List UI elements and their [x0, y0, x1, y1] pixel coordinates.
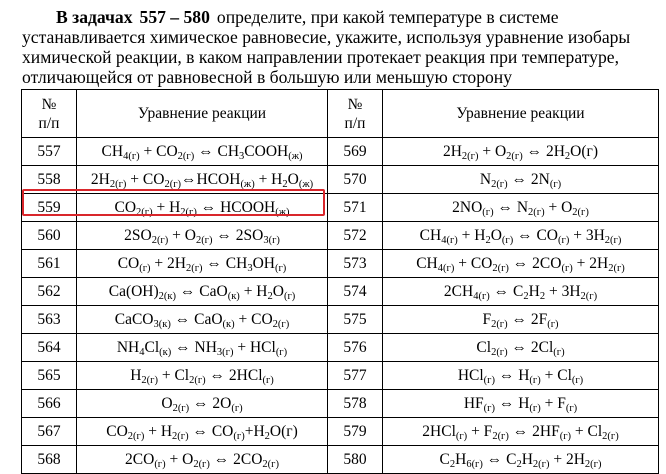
reaction-number-left: 564 — [22, 334, 77, 362]
reaction-equation-left — [77, 334, 328, 362]
reactions-table — [21, 89, 659, 474]
formula-text: + Cl — [157, 366, 190, 384]
reaction-equation-left — [77, 166, 328, 194]
formula-subscript: (ж) — [275, 206, 290, 218]
formula-text: 2CO — [125, 450, 155, 468]
formula-text: + H — [239, 282, 268, 300]
formula-text: H — [521, 450, 533, 468]
formula-subscript: 2(г) — [172, 430, 189, 442]
intro-range: 557 – 580 — [139, 7, 210, 27]
formula-subscript: 3(к) — [153, 318, 171, 330]
formula-subscript: 4(г) — [123, 150, 140, 162]
formula-text: + Cl — [540, 366, 572, 384]
formula-subscript: 2(к) — [158, 290, 177, 302]
formula-subscript: 6(г) — [466, 458, 483, 470]
formula-subscript: 2(г) — [492, 262, 509, 274]
formula-text: CO — [114, 198, 137, 216]
formula-text: O — [161, 394, 173, 412]
table-row — [22, 390, 659, 418]
reaction-equation-left — [77, 250, 328, 278]
number-sign: № — [347, 95, 363, 113]
formula-subscript: 2 — [267, 290, 273, 302]
formula-subscript: (к) — [222, 318, 235, 330]
table-row — [22, 194, 659, 222]
table-header-row — [22, 90, 659, 138]
formula-subscript: 2(г) — [185, 262, 203, 274]
reaction-equation-left — [77, 418, 328, 446]
formula-text: + F — [540, 394, 566, 412]
formula-subscript: (г) — [483, 374, 495, 386]
formula-subscript: 2(г) — [189, 374, 206, 386]
formula-text: ⇔ CH — [202, 254, 248, 272]
reaction-number-left: 558 — [22, 166, 77, 194]
formula-subscript: (г) — [455, 430, 468, 442]
formula-text: ⇔ 2CO — [209, 450, 263, 468]
formula-subscript: (г) — [561, 262, 573, 274]
formula-text: + 2H — [572, 254, 609, 272]
formula-text: ⇔ CaO — [170, 310, 223, 328]
formula-subscript: (г) — [154, 458, 166, 470]
formula-text: ⇔ 2HF — [508, 422, 560, 440]
formula-text: O — [272, 282, 284, 300]
formula-subscript: 2(г) — [193, 458, 210, 470]
formula-subscript: 2 — [539, 290, 546, 302]
reaction-number-right: 571 — [328, 194, 383, 222]
formula-text: ⇔ NH — [171, 338, 217, 356]
formula-text: ⇔ H — [494, 366, 530, 384]
reaction-number-right: 572 — [328, 222, 383, 250]
reaction-equation-right — [383, 194, 659, 222]
formula-subscript: (к) — [227, 290, 240, 302]
formula-subscript: (г) — [139, 262, 151, 274]
formula-subscript: 2 — [523, 290, 529, 302]
formula-subscript: (г) — [231, 402, 243, 414]
formula-text: ⇔ 2O — [189, 394, 232, 412]
reaction-number-right: 570 — [328, 166, 383, 194]
formula-subscript: (г) — [501, 234, 514, 246]
reaction-number-right: 573 — [328, 250, 383, 278]
formula-text: + CO — [234, 310, 273, 328]
formula-text: 2SO — [124, 226, 152, 244]
reaction-number-left: 567 — [22, 418, 77, 446]
formula-text: H — [130, 366, 142, 384]
formula-subscript: 2(г) — [602, 430, 619, 442]
formula-subscript: 2(г) — [164, 178, 182, 190]
formula-subscript: 2 — [449, 458, 456, 470]
formula-subscript: 2 — [485, 234, 491, 246]
formula-subscript: (г) — [565, 402, 578, 414]
formula-subscript: 2(г) — [141, 374, 158, 386]
number-abbrev: п/п — [344, 114, 366, 132]
number-header-right — [328, 90, 383, 138]
formula-text: + CO — [454, 254, 493, 272]
table-row — [22, 362, 659, 390]
formula-text: + H — [457, 226, 486, 244]
formula-subscript: (г) — [559, 430, 572, 442]
reaction-number-left: 568 — [22, 446, 77, 474]
formula-text: CH — [416, 254, 438, 272]
reaction-equation-right — [383, 166, 659, 194]
reaction-equation-right — [383, 306, 659, 334]
formula-text: + H — [152, 198, 181, 216]
formula-text: ⇔ N — [493, 198, 529, 216]
number-abbrev: п/п — [38, 114, 60, 132]
formula-text: ⇔ HCOOH — [196, 198, 276, 216]
formula-text: Cl — [476, 338, 492, 356]
formula-subscript: 2(г) — [604, 234, 622, 246]
formula-subscript: 2(г) — [584, 458, 602, 470]
reaction-number-right: 574 — [328, 278, 383, 306]
formula-text: + H — [144, 422, 173, 440]
formula-text: CO — [106, 422, 128, 440]
formula-text: ⇔ CaO — [176, 282, 228, 300]
number-header-left — [22, 90, 77, 138]
intro-prefix: В задачах — [56, 7, 133, 27]
formula-subscript: 2(г) — [195, 234, 213, 246]
table-row — [22, 166, 659, 194]
formula-subscript: (г) — [571, 374, 584, 386]
formula-text: + CO — [139, 142, 178, 160]
reaction-equation-right — [383, 334, 659, 362]
formula-subscript: 2(г) — [272, 318, 290, 330]
formula-text: ⇔ CO — [513, 226, 559, 244]
formula-text: H — [455, 450, 467, 468]
formula-text: + O — [168, 226, 196, 244]
table-row — [22, 306, 659, 334]
reaction-number-left: 560 — [22, 222, 77, 250]
formula-text: + Cl — [571, 422, 603, 440]
intro-line-1-text: определите, при какой температуре в системе — [216, 7, 559, 27]
table-row — [22, 250, 659, 278]
formula-text: C — [439, 450, 450, 468]
reaction-equation-right — [383, 390, 659, 418]
formula-text: 2H — [442, 142, 462, 160]
reaction-equation-left — [77, 138, 328, 166]
task-intro — [22, 7, 662, 87]
reaction-equation-right — [383, 278, 659, 306]
formula-text: ⇔ 2H — [522, 142, 565, 160]
equation-header-right: Уравнение реакции — [383, 90, 659, 138]
number-sign: № — [41, 95, 57, 113]
formula-subscript: 2(г) — [177, 150, 195, 162]
reaction-number-right: 576 — [328, 334, 383, 362]
reaction-equation-right — [383, 446, 659, 474]
reaction-equation-left — [77, 362, 328, 390]
table-row — [22, 418, 659, 446]
formula-subscript: 2(г) — [572, 206, 589, 218]
reaction-equation-right — [383, 138, 659, 166]
formula-text: Cl — [144, 338, 160, 356]
reaction-number-left: 563 — [22, 306, 77, 334]
formula-subscript: (г) — [547, 318, 559, 330]
formula-text: HCl — [457, 366, 484, 384]
reaction-number-left: 561 — [22, 250, 77, 278]
formula-text: + 2H — [150, 254, 186, 272]
equation-header-left: Уравнение реакции — [77, 90, 328, 138]
formula-subscript: 3(г) — [216, 346, 234, 358]
formula-text: ⇔ C — [482, 450, 517, 468]
formula-subscript: 2 — [564, 150, 571, 162]
table-row — [22, 278, 659, 306]
reaction-equation-right — [383, 362, 659, 390]
formula-subscript: 2(г) — [580, 290, 598, 302]
reactions-body — [22, 138, 659, 474]
formula-text: HF — [463, 394, 484, 412]
formula-subscript: 2 — [516, 458, 522, 470]
formula-text: ⇔ 2N — [507, 170, 550, 188]
reaction-number-left: 559 — [22, 194, 77, 222]
reaction-number-right: 580 — [328, 446, 383, 474]
formula-text: + H — [254, 170, 283, 188]
formula-text: CaCO — [114, 310, 154, 328]
formula-subscript: (г) — [553, 346, 565, 358]
formula-subscript: 2(г) — [491, 178, 508, 190]
formula-text: + 2H — [549, 450, 585, 468]
formula-subscript: (г) — [275, 346, 288, 358]
formula-text: + CO — [126, 170, 165, 188]
formula-text: +H — [244, 422, 265, 440]
reaction-equation-right — [383, 222, 659, 250]
reaction-number-right: 579 — [328, 418, 383, 446]
formula-text: + O — [544, 198, 573, 216]
formula-text: + O — [478, 142, 507, 160]
formula-subscript: 2(г) — [109, 178, 127, 190]
formula-text: N — [479, 170, 492, 188]
formula-subscript: 3(г) — [263, 234, 280, 246]
formula-text: + 3H — [545, 282, 581, 300]
reaction-equation-right — [383, 250, 659, 278]
formula-subscript: (г) — [549, 178, 562, 190]
formula-subscript: (ж) — [288, 150, 303, 162]
formula-subscript: (г) — [274, 262, 287, 274]
formula-text: 2H — [90, 170, 110, 188]
formula-text: NH — [116, 338, 140, 356]
intro-line-4: отличающейся от равновесной в большую или меньшую сторону — [22, 67, 513, 87]
reaction-number-left: 565 — [22, 362, 77, 390]
formula-text: ⇔ CO — [188, 422, 234, 440]
formula-subscript: 2(г) — [136, 206, 153, 218]
reaction-number-left: 566 — [22, 390, 77, 418]
formula-text: ⇔ 2SO — [212, 226, 264, 244]
formula-subscript: 2(г) — [506, 150, 523, 162]
formula-subscript: 2(г) — [262, 458, 279, 470]
formula-subscript: (г) — [482, 206, 494, 218]
formula-subscript: 2(г) — [151, 234, 169, 246]
intro-line-2: устанавливается химическое равновесие, укажите, используя уравнение изобары — [22, 27, 631, 47]
formula-subscript: 4 — [139, 346, 145, 358]
formula-text: ⇔ 2HCl — [205, 366, 263, 384]
formula-text: CH — [101, 142, 124, 160]
formula-subscript: 2 — [264, 430, 270, 442]
formula-subscript: (к) — [159, 346, 172, 358]
formula-subscript: (г) — [233, 430, 245, 442]
formula-text: O — [490, 226, 502, 244]
reaction-number-right: 577 — [328, 362, 383, 390]
formula-subscript: 2(г) — [491, 318, 508, 330]
formula-text: CO — [117, 254, 140, 272]
formula-subscript: 2(г) — [180, 206, 197, 218]
formula-subscript: (г) — [529, 374, 541, 386]
formula-subscript: (г) — [529, 402, 541, 414]
reaction-equation-left — [77, 390, 328, 418]
formula-text: COOH — [244, 142, 289, 160]
formula-text: ⇔HCOH — [181, 170, 241, 188]
formula-text: O(г) — [570, 142, 599, 160]
formula-subscript: 3 — [239, 150, 245, 162]
reaction-number-right: 569 — [328, 138, 383, 166]
formula-text: ⇔ CH — [194, 142, 240, 160]
formula-text: 2CH — [443, 282, 474, 300]
formula-subscript: (г) — [483, 402, 495, 414]
formula-text: 2NO — [452, 198, 483, 216]
formula-subscript: 4(г) — [437, 262, 455, 274]
formula-text: CH — [419, 226, 442, 244]
formula-text: O — [287, 170, 299, 188]
table-row — [22, 138, 659, 166]
formula-text: Ca(OH) — [108, 282, 159, 300]
reaction-number-right: 578 — [328, 390, 383, 418]
formula-text: OH — [252, 254, 275, 272]
formula-subscript: 2(г) — [532, 458, 550, 470]
formula-subscript: (ж) — [298, 178, 314, 190]
reaction-equation-left — [77, 222, 328, 250]
intro-line-1 — [22, 7, 662, 27]
reaction-number-left: 562 — [22, 278, 77, 306]
formula-text: ⇔ 2CO — [508, 254, 562, 272]
reaction-number-left: 557 — [22, 138, 77, 166]
formula-text: + F — [467, 422, 493, 440]
formula-text: ⇔ C — [489, 282, 524, 300]
reaction-number-right: 575 — [328, 306, 383, 334]
formula-text: + HCl — [233, 338, 276, 356]
formula-text: + O — [165, 450, 194, 468]
formula-subscript: 2(г) — [461, 150, 479, 162]
reaction-equation-left — [77, 194, 328, 222]
formula-text: F — [482, 310, 492, 328]
reaction-equation-right — [383, 418, 659, 446]
reaction-equation-left — [77, 446, 328, 474]
table-row — [22, 446, 659, 474]
formula-text: 2HCl — [422, 422, 456, 440]
formula-subscript: 2(г) — [528, 206, 545, 218]
formula-subscript: (г) — [283, 290, 296, 302]
formula-subscript: (г) — [558, 234, 570, 246]
formula-subscript: 2(г) — [608, 262, 625, 274]
formula-text: ⇔ 2F — [507, 310, 548, 328]
formula-subscript: 2(г) — [172, 402, 190, 414]
formula-subscript: 4(г) — [473, 290, 490, 302]
formula-subscript: 4(г) — [441, 234, 458, 246]
formula-subscript: 2 — [282, 178, 288, 190]
intro-line-3: химической реакции, в каком направлении протекает реакция при температуре, — [22, 47, 619, 67]
table-row — [22, 222, 659, 250]
formula-subscript: 2(г) — [492, 430, 509, 442]
formula-text: + 3H — [569, 226, 605, 244]
formula-text: O(г) — [269, 422, 298, 440]
table-row — [22, 334, 659, 362]
formula-subscript: 2(г) — [491, 346, 508, 358]
formula-text: ⇔ H — [494, 394, 530, 412]
formula-subscript: 2(г) — [127, 430, 145, 442]
formula-text: ⇔ 2Cl — [507, 338, 554, 356]
formula-subscript: 3 — [247, 262, 253, 274]
formula-subscript: (ж) — [240, 178, 255, 190]
formula-subscript: (г) — [262, 374, 274, 386]
reaction-equation-left — [77, 306, 328, 334]
formula-text: H — [528, 282, 540, 300]
reaction-equation-left — [77, 278, 328, 306]
